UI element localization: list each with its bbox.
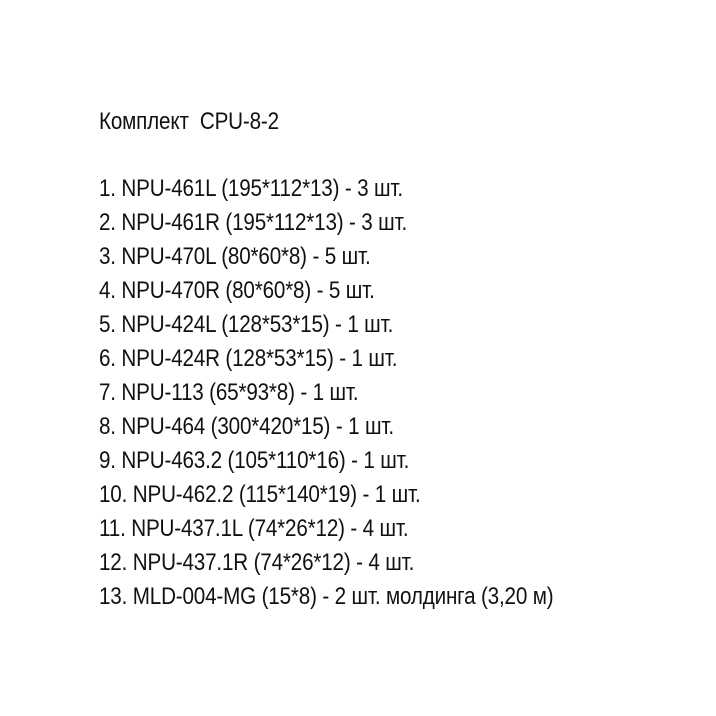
parts-list-item: 3. NPU-470L (80*60*8) - 5 шт.: [99, 243, 371, 270]
parts-list-item: 11. NPU-437.1L (74*26*12) - 4 шт.: [99, 515, 409, 542]
parts-list: [99, 172, 553, 614]
parts-list-item: 8. NPU-464 (300*420*15) - 1 шт.: [99, 413, 394, 440]
parts-list-item: 5. NPU-424L (128*53*15) - 1 шт.: [99, 311, 394, 338]
parts-list-item: 9. NPU-463.2 (105*110*16) - 1 шт.: [99, 447, 410, 474]
parts-list-item: 6. NPU-424R (128*53*15) - 1 шт.: [99, 345, 398, 372]
parts-list-item: 1. NPU-461L (195*112*13) - 3 шт.: [99, 175, 403, 202]
parts-list-item: 12. NPU-437.1R (74*26*12) - 4 шт.: [99, 549, 415, 576]
parts-list-item: 10. NPU-462.2 (115*140*19) - 1 шт.: [99, 481, 421, 508]
parts-list-item: 4. NPU-470R (80*60*8) - 5 шт.: [99, 277, 375, 304]
parts-list-item: 13. MLD-004-MG (15*8) - 2 шт. молдинга (3,20 м): [99, 583, 554, 610]
parts-list-item: 2. NPU-461R (195*112*13) - 3 шт.: [99, 209, 408, 236]
parts-list-item: 7. NPU-113 (65*93*8) - 1 шт.: [99, 379, 359, 406]
kit-title: Комплект CPU-8-2: [99, 108, 279, 135]
